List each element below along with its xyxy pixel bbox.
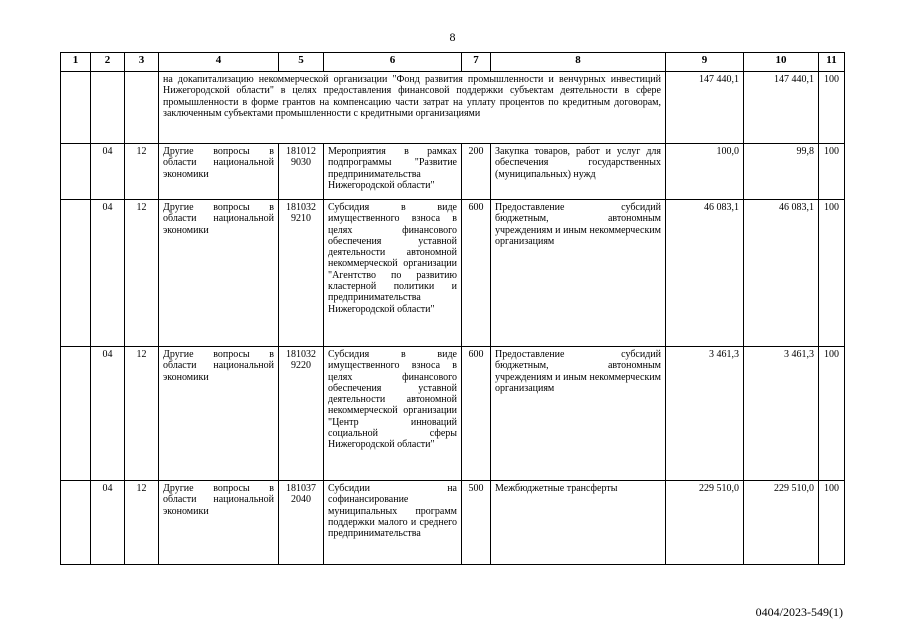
cell-col8: Предоставление субсидий бюджетным, автономным учреждениям и иным некоммерческим организациям — [491, 347, 666, 481]
cell-col9: 100,0 — [666, 144, 744, 200]
header-col-3: 3 — [125, 53, 159, 72]
header-row — [61, 53, 845, 72]
header-col-2: 2 — [91, 53, 125, 72]
table-row — [61, 144, 845, 200]
cell-col8: Предоставление субсидий бюджетным, автономным учреждениям и иным некоммерческим организациям — [491, 200, 666, 347]
cell-col3: 12 — [125, 347, 159, 481]
cell-col7: 200 — [462, 144, 491, 200]
cell-col11: 100 — [819, 144, 845, 200]
cell-col9: 229 510,0 — [666, 481, 744, 565]
cell-col7: 600 — [462, 347, 491, 481]
document-code: 0404/2023-549(1) — [755, 605, 843, 619]
cell-col2: 04 — [91, 144, 125, 200]
cell-col2: 04 — [91, 200, 125, 347]
cell-col8: Закупка товаров, работ и услуг для обеспечения государственных (муниципальных) нужд — [491, 144, 666, 200]
header-col-5: 5 — [279, 53, 324, 72]
cell-col10: 99,8 — [744, 144, 819, 200]
table-row — [61, 200, 845, 347]
cell-col10: 46 083,1 — [744, 200, 819, 347]
header-col-10: 10 — [744, 53, 819, 72]
cell-col5: 181032 9210 — [279, 200, 324, 347]
cell-col3: 12 — [125, 481, 159, 565]
cell-col4: Другие вопросы в области национальной экономики — [159, 200, 279, 347]
cell-col5: 181032 9220 — [279, 347, 324, 481]
header-col-6: 6 — [324, 53, 462, 72]
cell-col9: 46 083,1 — [666, 200, 744, 347]
table-row — [61, 347, 845, 481]
cell-col7: 600 — [462, 200, 491, 347]
cell-col11: 100 — [819, 481, 845, 565]
cell-col11: 100 — [819, 72, 845, 144]
cell-col6: Мероприятия в рамках подпрограммы "Развитие предпринимательства Нижегородской области" — [324, 144, 462, 200]
cell-col11: 100 — [819, 200, 845, 347]
header-col-9: 9 — [666, 53, 744, 72]
cell-col7: 500 — [462, 481, 491, 565]
cell-col6: Субсидия в виде имущественного взноса в целях финансового обеспечения уставной деятельности автономной некоммерческой организации "Центр инноваций социальной сферы Нижегородской области" — [324, 347, 462, 481]
header-col-1: 1 — [61, 53, 91, 72]
cell-col2: 04 — [91, 347, 125, 481]
cell-col8: Межбюджетные трансферты — [491, 481, 666, 565]
budget-table — [60, 52, 845, 565]
cell-col9: 147 440,1 — [666, 72, 744, 144]
cell-col5: 181012 9030 — [279, 144, 324, 200]
header-col-7: 7 — [462, 53, 491, 72]
cell-col5: 181037 2040 — [279, 481, 324, 565]
cell-col6: Субсидии на софинансирование муниципальных программ поддержки малого и среднего предпринимательства — [324, 481, 462, 565]
cell-col11: 100 — [819, 347, 845, 481]
cell-col2: 04 — [91, 481, 125, 565]
cell-col6: Субсидия в виде имущественного взноса в целях финансового обеспечения уставной деятельности автономной некоммерческой организации "Агентство по развитию кластерной политики и предпринимательства Нижегородской области" — [324, 200, 462, 347]
cell-col4: Другие вопросы в области национальной экономики — [159, 347, 279, 481]
cell-col4: Другие вопросы в области национальной экономики — [159, 144, 279, 200]
continuation-text: на докапитализацию некоммерческой организации "Фонд развития промышленности и венчурных инвестиций Нижегородской области" в целях предоставления финансовой поддержки субъектам деятельности в сфере промышленности в форме грантов на компенсацию части затрат на уплату процентов по кредитным договорам, заключенным субъектами промышленности с кредитными организациями — [159, 72, 666, 144]
header-col-8: 8 — [491, 53, 666, 72]
page-number: 8 — [449, 30, 456, 44]
cell-col10: 3 461,3 — [744, 347, 819, 481]
header-col-11: 11 — [819, 53, 845, 72]
cell-col4: Другие вопросы в области национальной экономики — [159, 481, 279, 565]
cell-col3: 12 — [125, 200, 159, 347]
cell-col3: 12 — [125, 144, 159, 200]
cell-col10: 147 440,1 — [744, 72, 819, 144]
header-col-4: 4 — [159, 53, 279, 72]
cell-col9: 3 461,3 — [666, 347, 744, 481]
table-row-continuation — [61, 72, 845, 144]
cell-col10: 229 510,0 — [744, 481, 819, 565]
table-row — [61, 481, 845, 565]
